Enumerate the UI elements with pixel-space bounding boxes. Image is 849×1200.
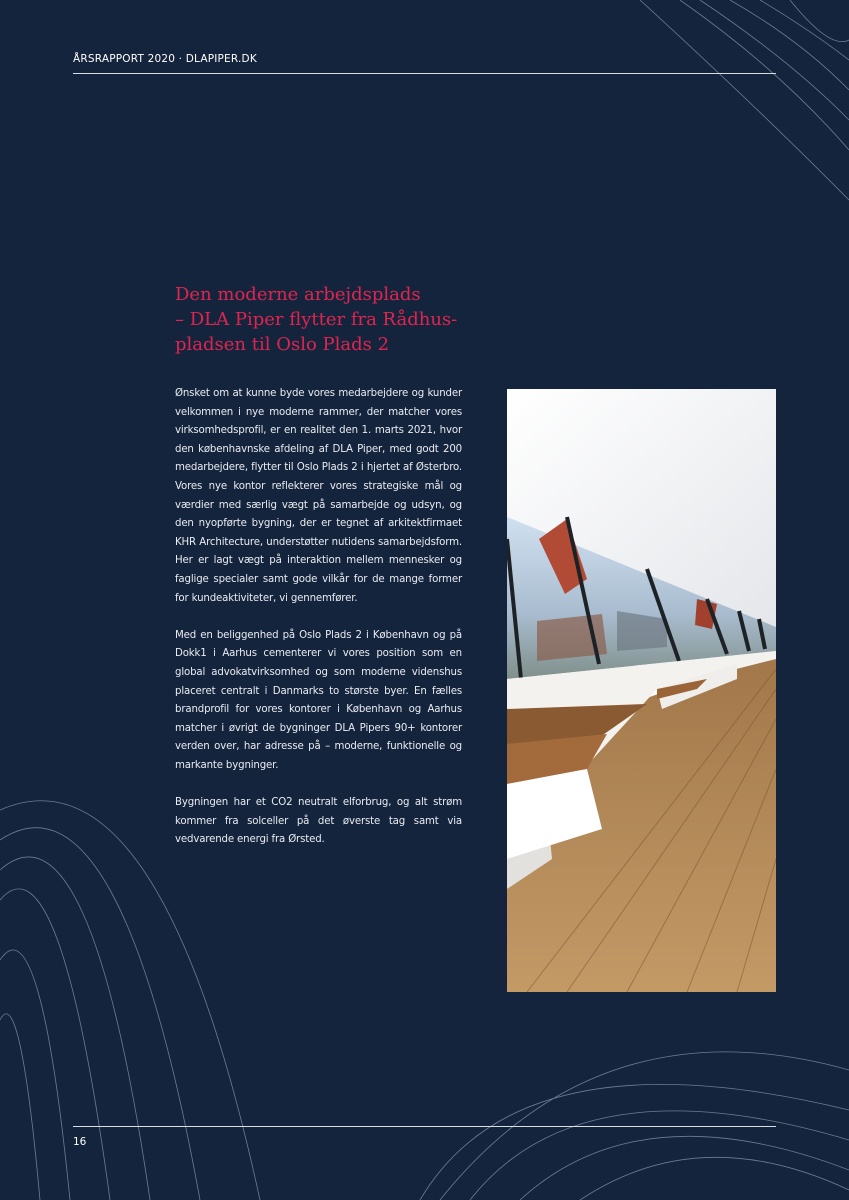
- body-paragraph: Bygningen har et CO2 neutralt elforbrug, og alt strøm kommer fra solceller på det øverste tag samt via vedvarende energi fra Ørsted.: [175, 797, 462, 846]
- article-body: [175, 385, 462, 868]
- article-title-line: – DLA Piper flytter fra Rådhus-: [175, 309, 458, 330]
- header-divider: [73, 73, 776, 74]
- body-paragraph: Med en beliggenhed på Oslo Plads 2 i København og på Dokk1 i Aarhus cementerer vi vores position som en global advokatvirksomhed og som moderne videnshus placeret centralt i Danmarks to største byer. En fælles brandprofil for vores kontorer i København og Aarhus matcher i øvrigt de bygninger DLA Pipers 90+ kontorer verden over, har adresse på – moderne, funktionelle og markante bygninger.: [175, 629, 462, 771]
- office-interior-photo: [507, 389, 776, 992]
- article-title-line: Den moderne arbejdsplads: [175, 284, 421, 305]
- footer-divider: [73, 1126, 776, 1127]
- article-title-line: pladsen til Oslo Plads 2: [175, 334, 390, 355]
- body-paragraph: Ønsket om at kunne byde vores medarbejdere og kunder velkommen i nye moderne rammer, der matcher vores virksomhedsprofil, er en realitet den 1. marts 2021, hvor den københavnske afdeling af DLA Piper, med godt 200 medarbejdere, flytter til Oslo Plads 2 i hjertet af Østerbro. Vores nye kontor reflekterer vores strategiske mål og værdier med særlig vægt på samarbejde og udsyn, og den nyopførte bygning, der er tegnet af arkitektfirmaet KHR Architecture, understøtter nutidens samarbejdsform. Her er lagt vægt på interaktion mellem mennesker og faglige specialer samt gode vilkår for de mange former for kundeaktiviteter, vi gennemfører.: [175, 388, 462, 604]
- article-title: [175, 282, 515, 357]
- page-number: 16: [73, 1136, 87, 1148]
- running-header: ÅRSRAPPORT 2020 · DLAPIPER.DK: [73, 53, 257, 65]
